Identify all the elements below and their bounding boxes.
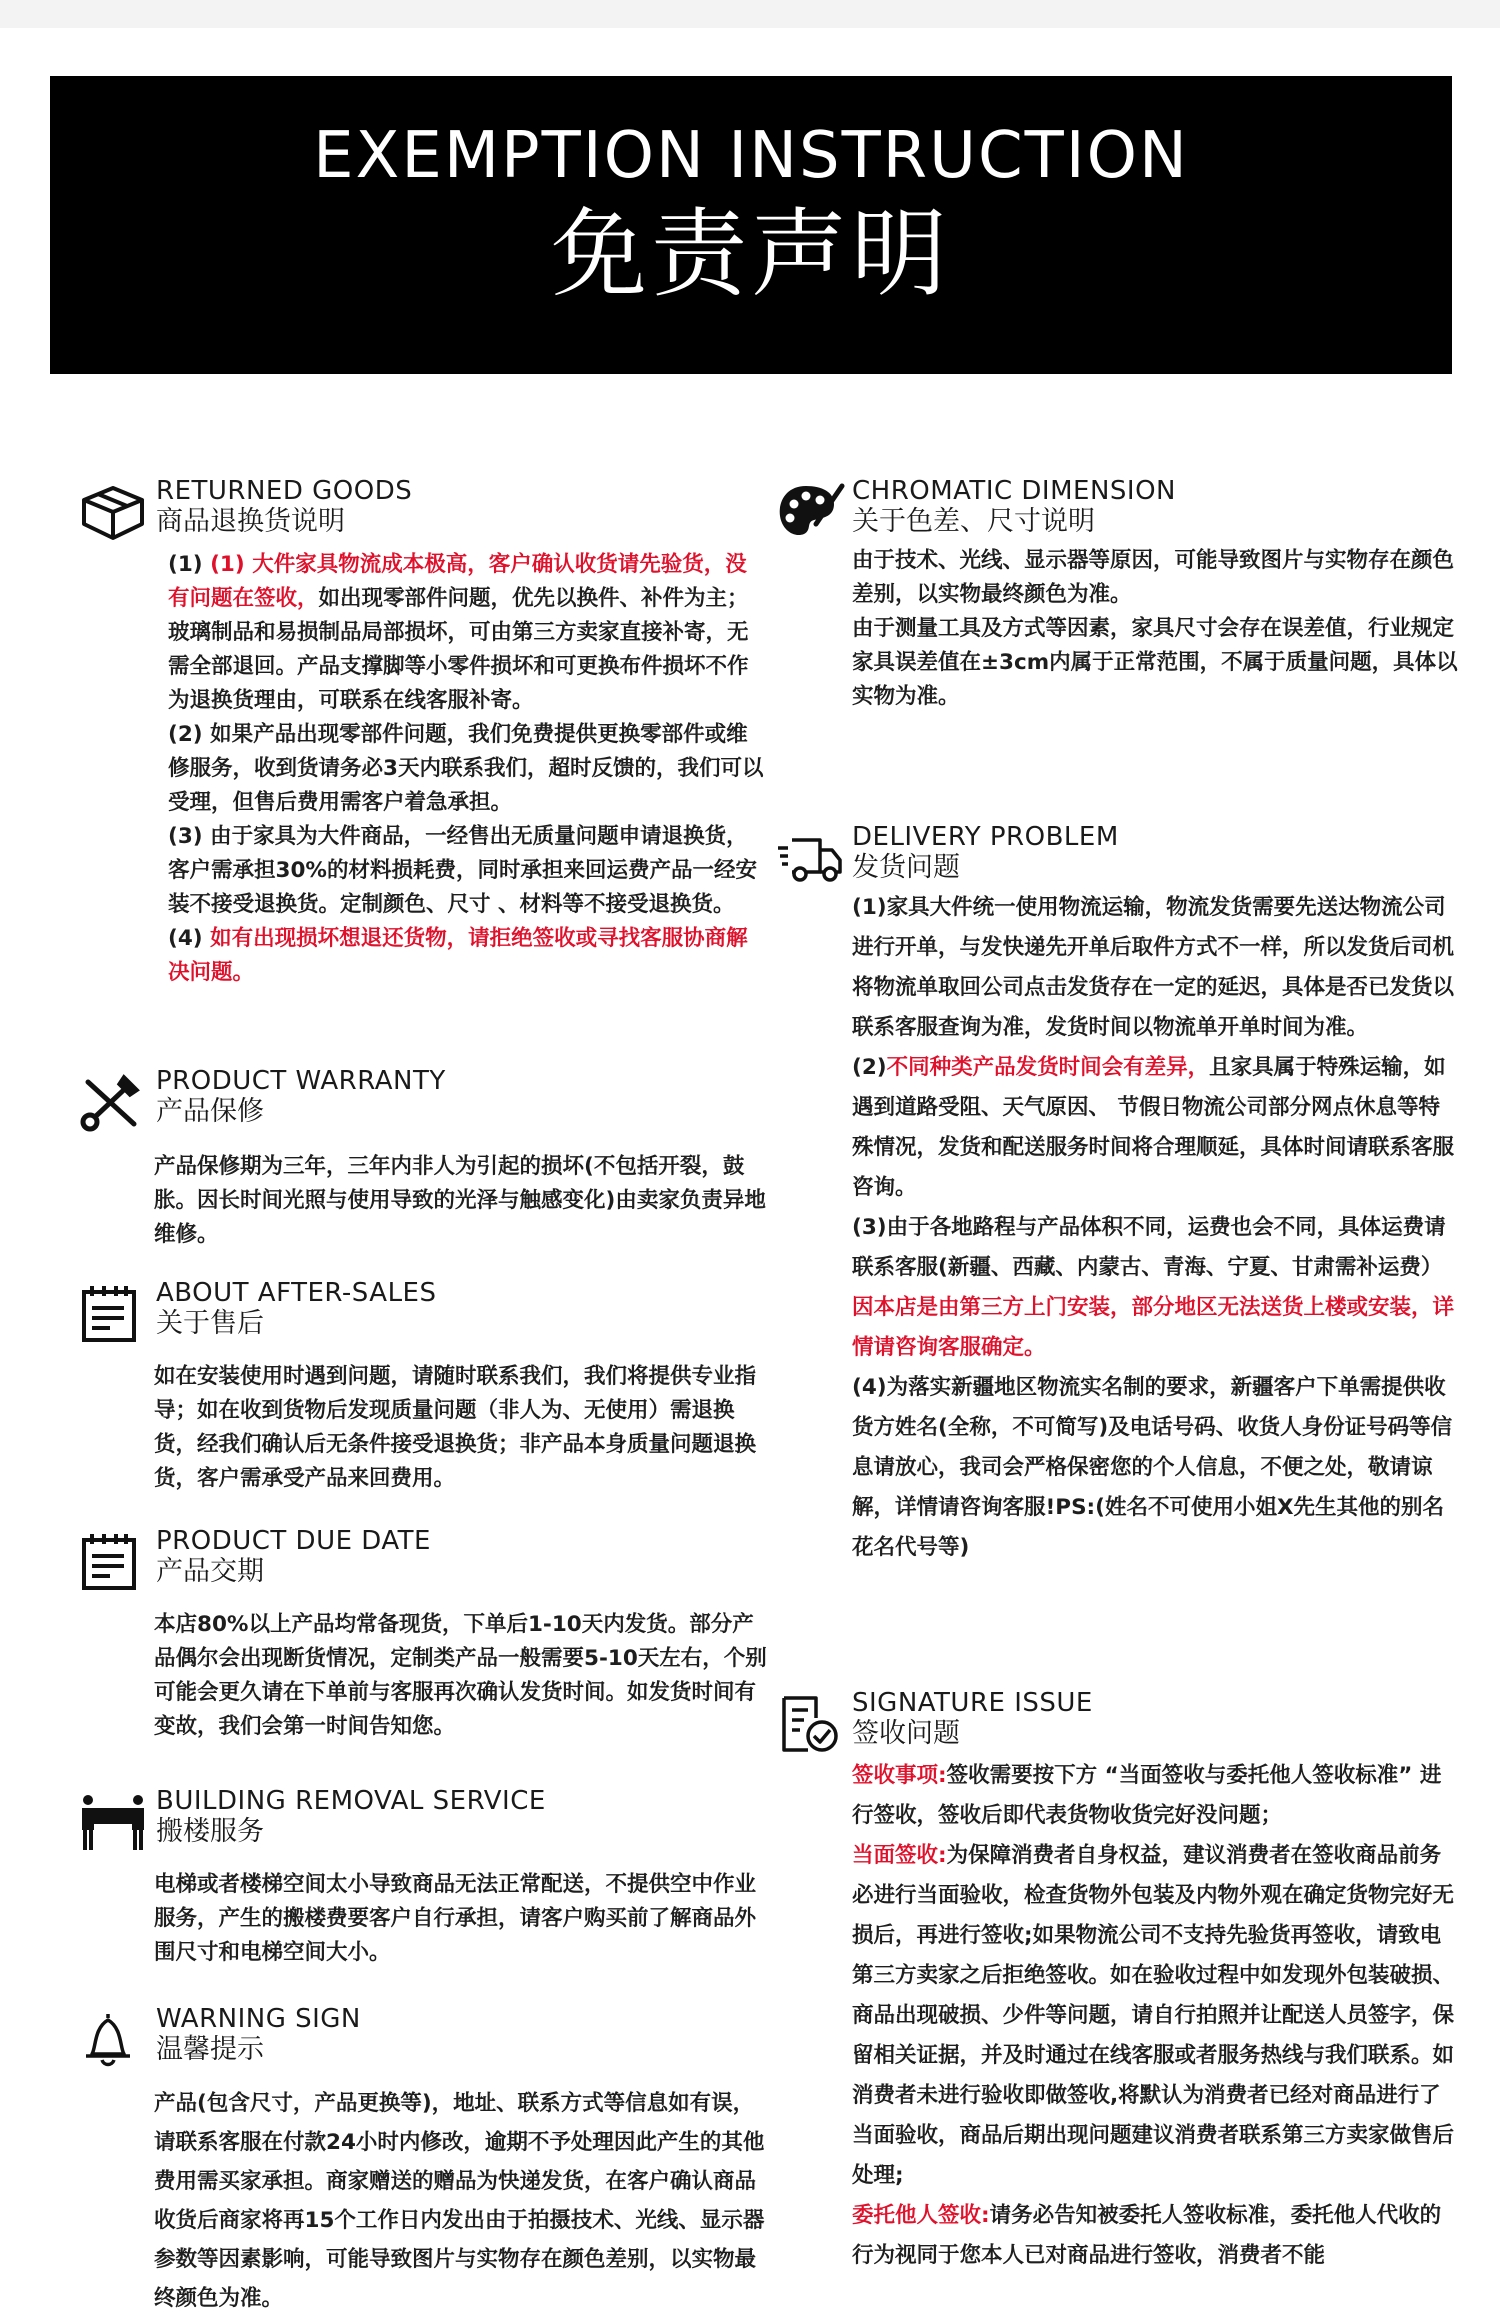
section-title-en: DELIVERY PROBLEM — [852, 822, 1119, 852]
paragraph: 本店80%以上产品均常备现货，下单后1-10天内发货。部分产品偶尔会出现断货情况，定制类产品一般需要5-10天左右，个别可能会更久请在下单前与客服再次确认发货时间。如发货时间有变故，我们会第一时间告知您。 — [154, 1612, 767, 1739]
paragraph: 由于测量工具及方式等因素，家具尺寸会存在误差值，行业规定家具误差值在±3cm内属于正常范围，不属于质量问题，具体以实物为准。 — [852, 616, 1458, 709]
section-title-en: PRODUCT WARRANTY — [156, 1066, 446, 1096]
sign-icon — [776, 1694, 846, 1754]
section-title-cn: 产品保修 — [156, 1096, 264, 1127]
paragraph: (4) 如有出现损坏想退还货物，请拒绝签收或寻找客服协商解决问题。 — [168, 926, 748, 985]
box-icon — [78, 482, 148, 542]
paragraph: (2) 如果产品出现零部件问题，我们免费提供更换零部件或维修服务，收到货请务必3天内联系我们，超时反馈的，我们可以受理，但售后费用需客户着急承担。 — [168, 722, 764, 815]
section-title-en: BUILDING REMOVAL SERVICE — [156, 1786, 546, 1816]
paragraph: (1) (1) 大件家具物流成本极高，客户确认收货请先验货，没有问题在签收，如出现零部件问题，优先以换件、补件为主；玻璃制品和易损制品局部损坏，可由第三方卖家直接补寄，无需全部退回。产品支撑脚等小零件损坏和可更换布件损坏不作为退换货理由，可联系在线客服补寄。 — [168, 552, 749, 713]
section-title-cn: 发货问题 — [852, 852, 960, 883]
section-delivery-problem — [780, 822, 1460, 1560]
paragraph: (1)家具大件统一使用物流运输，物流发货需要先送达物流公司进行开单，与发快递先开单后取件方式不一样，所以发货后司机将物流单取回公司点击发货存在一定的延迟，具体是否已发货以联系客服查询为准，发货时间以物流单开单时间为准。 — [852, 895, 1455, 1040]
section-title-cn: 温馨提示 — [156, 2034, 264, 2065]
section-returned-goods — [78, 476, 768, 985]
paragraph: 如在安装使用时遇到问题，请随时联系我们，我们将提供专业指导；如在收到货物后发现质量问题（非人为、无使用）需退换货，经我们确认后无条件接受退换货；非产品本身质量问题退换货，客户需承受产品来回费用。 — [154, 1364, 757, 1491]
section-title-en: SIGNATURE ISSUE — [852, 1688, 1093, 1718]
section-chromatic-dimension — [780, 476, 1460, 709]
section-title-cn: 商品退换货说明 — [156, 506, 345, 537]
paragraph: 电梯或者楼梯空间太小导致商品无法正常配送，不提供空中作业服务，产生的搬楼费要客户自行承担，请客户购买前了解商品外围尺寸和电梯空间大小。 — [154, 1872, 757, 1965]
paragraph: 当面签收:为保障消费者自身权益，建议消费者在签收商品前务必进行当面验收，检查货物外包装及内物外观在确定货物完好无损后，再进行签收;如果物流公司不支持先验货再签收，请致电第三方卖家之后拒绝签收。如在验收过程中如发现外包装破损、商品出现破损、少件等问题，请自行拍照并让配送人员签字，保留相关证据，并及时通过在线客服或者服务热线与我们联系。如消费者未进行验收即做签收,将默认为消费者已经对商品进行了当面验收，商品后期出现问题建议消费者联系第三方卖家做售后处理; — [852, 1843, 1455, 2188]
palette-icon — [776, 482, 846, 542]
paragraph: (3)由于各地路程与产品体积不同，运费也会不同，具体运费请联系客服(新疆、西藏、内蒙古、青海、宁夏、甘肃需补运费）因本店是由第三方上门安装，部分地区无法送货上楼或安装，详情请咨询客服确定。 — [852, 1215, 1455, 1360]
calendar-icon — [78, 1532, 148, 1592]
top-strip — [0, 0, 1500, 28]
section-due-date — [78, 1526, 768, 1739]
paragraph: 签收事项:签收需要按下方 “当面签收与委托他人签收标准” 进行签收，签收后即代表货物收货完好没问题； — [852, 1763, 1442, 1828]
banner-title-cn: 免责声明 — [551, 198, 951, 310]
banner-title-en: EXEMPTION INSTRUCTION — [313, 119, 1189, 193]
section-signature-issue — [780, 1688, 1460, 2268]
paragraph: 产品保修期为三年，三年内非人为引起的损坏(不包括开裂，鼓胀。因长时间光照与使用导致的光泽与触感变化)由卖家负责异地维修。 — [154, 1154, 766, 1247]
section-title-cn: 签收问题 — [852, 1718, 960, 1749]
section-title-en: PRODUCT DUE DATE — [156, 1526, 431, 1556]
section-warning-sign — [78, 2004, 768, 2311]
section-title-en: CHROMATIC DIMENSION — [852, 476, 1176, 506]
calendar-icon — [78, 1284, 148, 1344]
bell-icon — [78, 2010, 148, 2070]
paragraph: (4)为落实新疆地区物流实名制的要求，新疆客户下单需提供收货方姓名(全称，不可简写)及电话号码、收货人身份证号码等信息请放心，我司会严格保密您的个人信息，不便之处，敬请谅解，详情请咨询客服!PS:(姓名不可使用小姐X先生其他的别名花名代号等) — [852, 1375, 1453, 1560]
section-after-sales — [78, 1278, 768, 1491]
section-title-en: ABOUT AFTER-SALES — [156, 1278, 437, 1308]
section-title-cn: 关于售后 — [156, 1308, 264, 1339]
paragraph: (2)不同种类产品发货时间会有差异，且家具属于特殊运输，如遇到道路受阻、天气原因、 节假日物流公司部分网点休息等特殊情况，发货和配送服务时间将合理顺延，具体时间请联系客服咨询。 — [852, 1055, 1455, 1200]
section-title-en: WARNING SIGN — [156, 2004, 361, 2034]
header-banner — [50, 76, 1452, 374]
section-title-cn: 搬楼服务 — [156, 1816, 264, 1847]
truck-icon — [776, 828, 846, 888]
paragraph: 委托他人签收:请务必告知被委托人签收标准，委托他人代收的行为视同于您本人已对商品进行签收，消费者不能 — [852, 2203, 1442, 2268]
section-product-warranty — [78, 1066, 768, 1247]
section-title-cn: 产品交期 — [156, 1556, 264, 1587]
paragraph: 产品(包含尺寸，产品更换等)，地址、联系方式等信息如有误，请联系客服在付款24小时内修改，逾期不予处理因此产生的其他费用需买家承担。商家赠送的赠品为快递发货，在客户确认商品收货后商家将再15个工作日内发出由于拍摄技术、光线、显示器参数等因素影响，可能导致图片与实物存在颜色差别，以实物最终颜色为准。 — [154, 2091, 765, 2311]
section-title-en: RETURNED GOODS — [156, 476, 413, 506]
tools-icon — [78, 1072, 148, 1132]
section-building-removal — [78, 1786, 768, 1965]
paragraph: 由于技术、光线、显示器等原因，可能导致图片与实物存在颜色差别，以实物最终颜色为准。 — [852, 548, 1455, 607]
section-title-cn: 关于色差、尺寸说明 — [852, 506, 1095, 537]
paragraph: (3) 由于家具为大件商品，一经售出无质量问题申请退换货，客户需承担30%的材料损耗费，同时承担来回运费产品一经安装不接受退换货。定制颜色、尺寸 、材料等不接受退换货。 — [168, 824, 757, 917]
movers-icon — [78, 1792, 148, 1852]
